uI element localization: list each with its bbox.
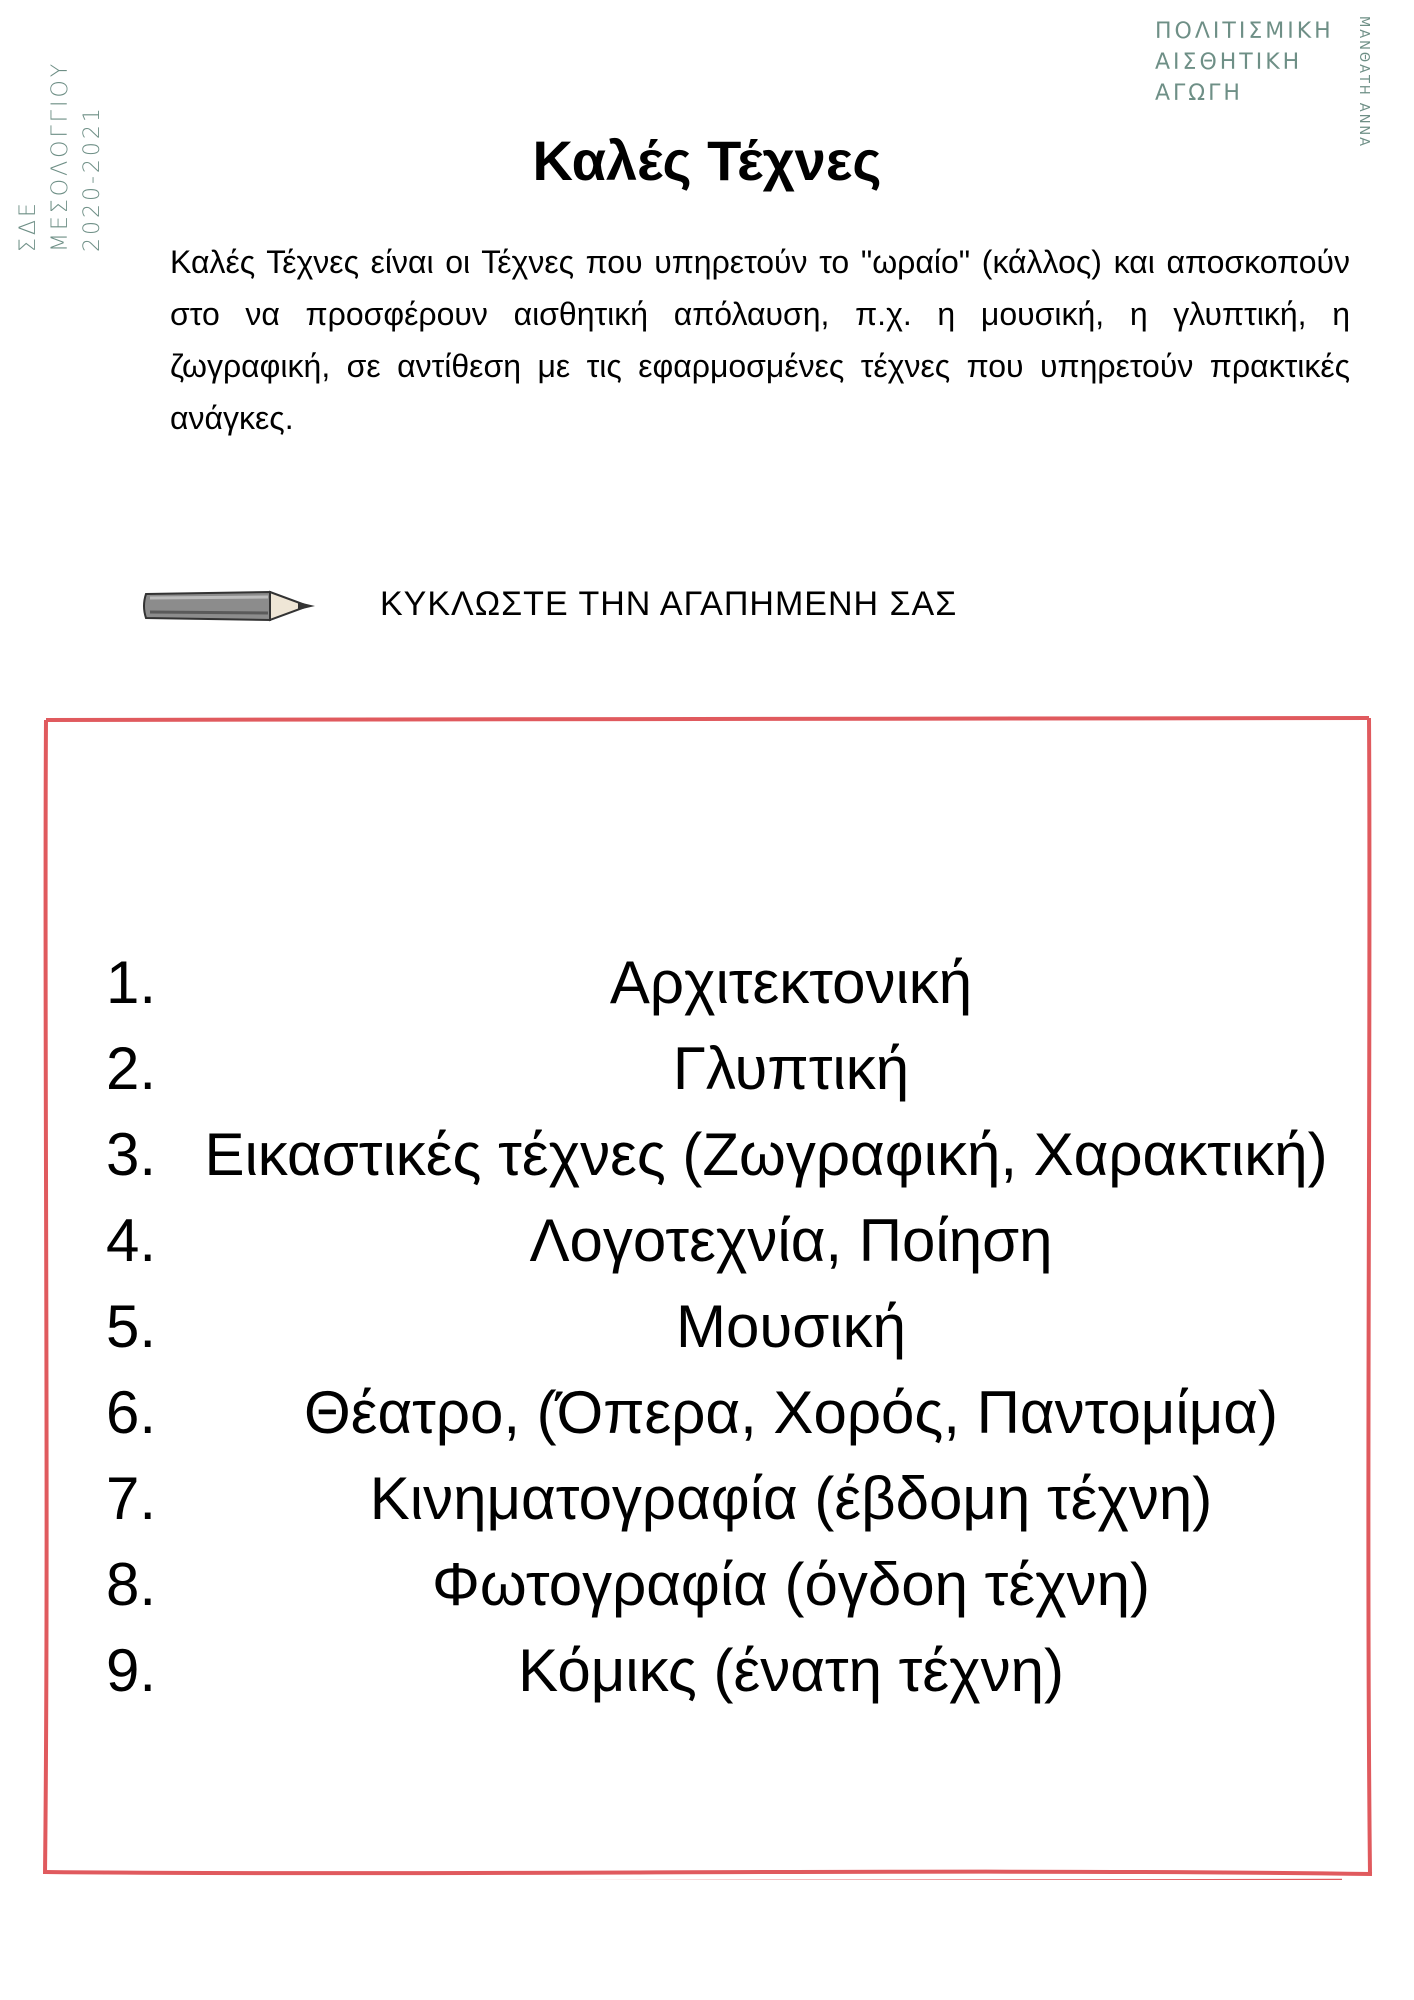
list-item-number: 4. [106, 1207, 157, 1274]
subject-label-line: ΠΟΛΙΤΙΣΜΙΚΗ [1155, 19, 1334, 44]
list-item-number: 7. [106, 1465, 157, 1532]
subject-label [1155, 16, 1334, 109]
instruction-text: ΚΥΚΛΩΣΤΕ ΤΗΝ ΑΓΑΠΗΜΕΝΗ ΣΑΣ [380, 585, 958, 623]
list-item-name: Κόμικς (ένατη τέχνη) [518, 1637, 1064, 1704]
list-item [106, 1542, 1356, 1628]
list-item-name: Φωτογραφία (όγδοη τέχνη) [432, 1551, 1150, 1618]
subject-label-line: ΑΙΣΘΗΤΙΚΗ [1155, 50, 1303, 75]
page-title: Καλές Τέχνες [532, 129, 882, 192]
list-item-name: Γλυπτική [672, 1035, 910, 1102]
author-name: ΜΑΝΘΑΤΗ ΑΝΝΑ [1356, 16, 1371, 149]
school-label-line: ΜΕΣΟΛΟΓΓΙΟΥ [48, 60, 73, 252]
list-item-number: 5. [106, 1293, 157, 1360]
list-item-name: Λογοτεχνία, Ποίηση [529, 1207, 1053, 1274]
list-item [106, 1456, 1356, 1542]
arts-list [106, 940, 1356, 1714]
list-item-name: Κινηματογραφία (έβδομη τέχνη) [369, 1465, 1213, 1532]
subject-label-line: ΑΓΩΓΗ [1155, 81, 1243, 106]
list-item [106, 940, 1356, 1026]
list-item [106, 1198, 1356, 1284]
list-item-name: Εικαστικές τέχνες (Ζωγραφική, Χαρακτική) [204, 1121, 1328, 1188]
list-item [106, 1628, 1356, 1714]
list-item-number: 9. [106, 1637, 157, 1704]
list-item-name: Θέατρο, (Όπερα, Χορός, Παντομίμα) [304, 1379, 1278, 1446]
list-item-number: 1. [106, 949, 157, 1016]
list-item-name: Αρχιτεκτονική [609, 949, 973, 1016]
pencil-icon [140, 588, 320, 624]
school-label-line: ΣΔΕ [16, 200, 41, 252]
school-label-line: 2020-2021 [80, 105, 105, 252]
list-item-number: 2. [106, 1035, 157, 1102]
list-item-number: 3. [106, 1121, 157, 1188]
intro-paragraph: Καλές Τέχνες είναι οι Τέχνες που υπηρετούν το "ωραίο" (κάλλος) και αποσκοπούν στο να προσφέρουν αισθητική απόλαυση, π.χ. η μουσική, η γλυπτική, η ζωγραφική, σε αντίθεση με τις εφαρμοσμένες τέχνες που υπηρετούν πρακτικές ανάγκες. [170, 244, 1350, 436]
list-item [106, 1112, 1356, 1198]
list-item [106, 1370, 1356, 1456]
list-item-number: 6. [106, 1379, 157, 1446]
list-item-number: 8. [106, 1551, 157, 1618]
list-item [106, 1026, 1356, 1112]
list-item-name: Μουσική [676, 1293, 906, 1360]
list-item [106, 1284, 1356, 1370]
